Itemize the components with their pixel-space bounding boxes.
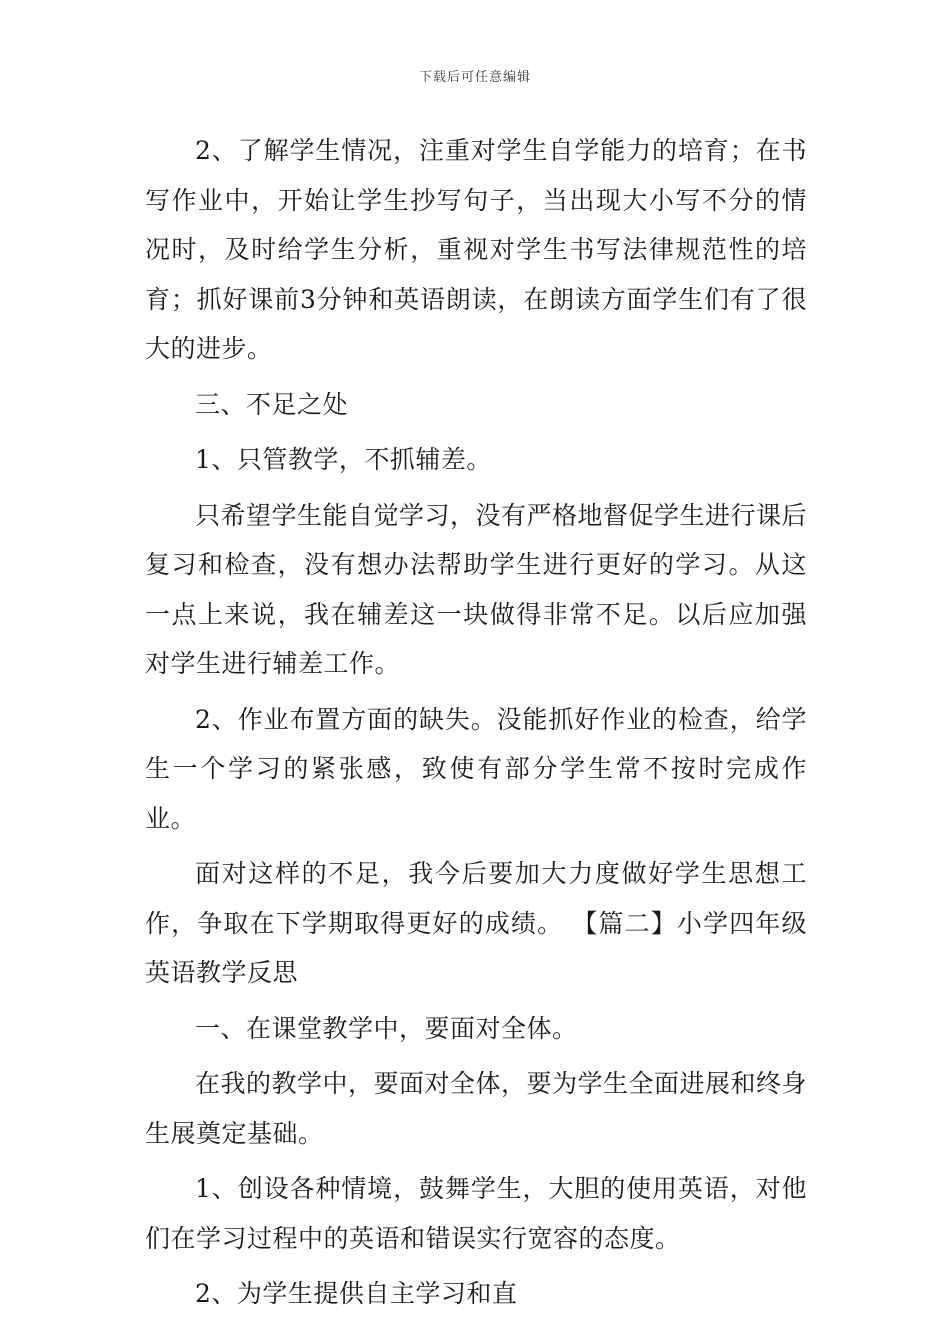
paragraph-homework-writing: 2、了解学生情况，注重对学生自学能力的培育；在书写作业中，开始让学生抄写句子，当出现大小写不分的情况时，及时给学生分析，重视对学生书写法律规范性的培育；抓好课前3分钟和英语朗读，在朗读方面学生们有了很大的进步。	[145, 136, 807, 363]
section-heading-shortcomings: 三、不足之处	[195, 389, 349, 419]
paragraph-create-situations: 1、创设各种情境，鼓舞学生，大胆的使用英语，对他们在学习过程中的英语和错误实行宽容的态度。	[145, 1174, 807, 1253]
paragraph-only-teaching: 1、只管教学，不抓辅差。	[195, 445, 492, 474]
section-heading-classroom: 一、在课堂教学中，要面对全体。	[195, 1013, 578, 1043]
page-header-note: 下载后可任意编辑	[418, 70, 531, 85]
paragraph-future-plan: 面对这样的不足，我今后要加大力度做好学生思想工作，争取在下学期取得更好的成绩。 【篇二】小学四年级英语教学反思	[145, 859, 807, 987]
document-body	[145, 126, 807, 1319]
paragraph-whole-class: 在我的教学中，要面对全体，要为学生全面进展和终身生展奠定基础。	[145, 1069, 808, 1148]
paragraph-autonomous-learning: 2、为学生提供自主学习和直	[195, 1279, 518, 1308]
paragraph-self-study: 只希望学生能自觉学习，没有严格地督促学生进行课后复习和检查，没有想办法帮助学生进行更好的学习。从这一点上来说，我在辅差这一块做得非常不足。以后应加强对学生进行辅差工作。	[145, 500, 808, 678]
paragraph-homework-assignment: 2、作业布置方面的缺失。没能抓好作业的检查，给学生一个学习的紧张感，致使有部分学生常不按时完成作业。	[145, 704, 807, 833]
